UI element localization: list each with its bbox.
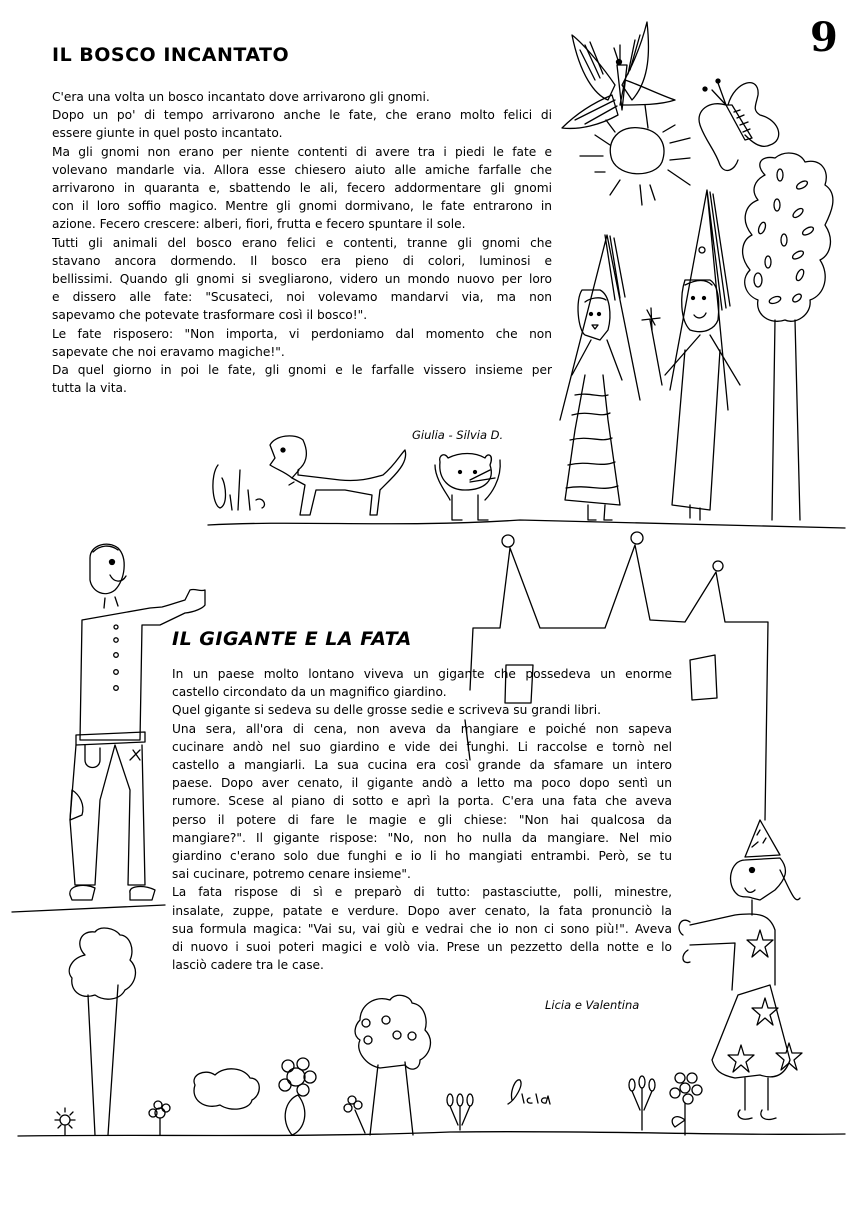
story2-line: insalate, zuppe, patate e verdure. Dopo aver cenato, la fata pronunciò la	[172, 903, 672, 918]
story1-line: e dissero alle fate: "Scusateci, noi volevamo mandarvi via, ma non	[52, 290, 552, 305]
story2-line: Quel gigante si sedeva su delle grosse sedie e scriveva su grandi libri.	[172, 703, 601, 718]
ground-line-bottom	[18, 1132, 845, 1136]
story1-line: C'era una volta un bosco incantato dove arrivarono gli gnomi.	[52, 90, 430, 104]
story2-title: IL GIGANTE E LA FATA	[172, 628, 412, 650]
tree-bottom-left	[69, 928, 135, 1135]
story2-line: castello a mangiarli. La sua cucina era così grande da sfamare un intero	[172, 758, 672, 773]
story1-line: volevano mandarle via. Allora esse chiesero aiuto alle amiche farfalle che	[52, 162, 552, 177]
story1-line: sapevamo che potevate trasformare così il bosco!".	[52, 308, 368, 323]
story1-line: Tutti gli animali del bosco erano felici e contenti, tranne gli gnomi che	[52, 235, 552, 250]
story1-line: essere giunte in quel posto incantato.	[52, 126, 283, 141]
story2-line: rumore. Scese al piano di sotto e aprì la porta. C'era una fata che aveva	[172, 794, 672, 809]
flower-buds-right-drawing	[629, 1076, 655, 1130]
story1-line: sapevate che noi eravamo magiche!".	[52, 344, 285, 359]
ground-line	[208, 520, 845, 528]
story2-line: sai cucinare, potremo cenare insieme".	[172, 867, 411, 882]
page-number: 9	[810, 14, 838, 61]
flower-buds-drawing	[447, 1094, 473, 1130]
story2-line: Una sera, all'ora di cena, non aveva da mangiare e poiché non sapeva	[172, 721, 672, 736]
flower-small-drawing	[149, 1101, 170, 1135]
story2-line: paese. Dopo aver cenato, il gigante andò a letto ma poco dopo sentì un	[172, 776, 672, 791]
flower-cluster-drawing	[344, 1096, 365, 1133]
story2-line: giardino c'erano solo due funghi e io li ho mangiati entrambi. Però, se tu	[172, 849, 672, 864]
cat-drawing	[435, 454, 500, 521]
story2-line: perso il potere di fare le magie e gli chiese: "Non hai qualcosa da	[172, 812, 672, 827]
fairy-left-drawing	[560, 235, 640, 520]
story1-line: azione. Fecero crescere: alberi, fiori, frutta e fecero spuntare il sole.	[52, 217, 466, 232]
story1-line: Le fate risposero: "Non importa, vi perdoniamo dal momento che non	[52, 326, 552, 341]
story2-text	[172, 665, 672, 974]
ground-line-giant	[12, 905, 165, 912]
story1-title: IL BOSCO INCANTATO	[52, 44, 290, 66]
story1-text	[52, 88, 552, 397]
story1-line: arrivarono in quaranta e, sbattendo le ali, fecero addormentare gli gnomi	[52, 181, 552, 196]
story1-line: Dopo un po' di tempo arrivarono anche le fate, che erano molto felici di	[52, 108, 552, 123]
story1-line: stavano ancora dormendo. Il bosco era pieno di colori, luminosi e	[52, 253, 552, 268]
flower-sun-drawing	[55, 1108, 75, 1135]
tree-apple-drawing	[355, 995, 430, 1135]
story2-line: lasciò cadere tra le case.	[172, 958, 324, 973]
story2-line: mangiare?". Il gigante rispose: "No, non ho nulla da mangiare. Nel mio	[172, 830, 672, 845]
dog-drawing	[270, 436, 406, 515]
butterfly-large-icon	[562, 22, 675, 128]
fairy-cook-drawing	[679, 820, 802, 1119]
flower-daisy-drawing	[670, 1073, 702, 1135]
story1-authors: Giulia - Silvia D.	[412, 428, 504, 442]
butterfly-small-icon	[699, 79, 779, 170]
story2-line: La fata rispose di sì e preparò di tutto: pastasciutte, polli, minestre,	[172, 885, 672, 900]
sun-icon	[580, 105, 690, 205]
signature-licia	[508, 1080, 550, 1104]
fairy-right-drawing	[642, 190, 740, 520]
story2-authors: Licia e Valentina	[545, 998, 640, 1012]
story1-line: Da quel giorno in poi le fate, gli gnomi e le farfalle vissero insieme per	[52, 363, 552, 378]
story2-line: cucinare andò nel suo giardino e vide dei funghi. Li raccolse e tornò nel	[172, 739, 672, 754]
story1-line: con il loro soffio magico. Mentre gli gnomi dormivano, le fate entrarono in	[52, 199, 552, 214]
story2-line: In un paese molto lontano viveva un gigante che possedeva un enorme	[172, 667, 672, 681]
tree-icon	[743, 153, 833, 520]
story1-line: tutta la vita.	[52, 381, 127, 396]
story1-line: Ma gli gnomi non erano per niente contenti di avere tra i piedi le fate e	[52, 144, 552, 159]
flower-large-drawing	[279, 1058, 316, 1135]
signature-giulia	[213, 465, 265, 510]
story2-line: castello circondato da un magnifico giardino.	[172, 685, 447, 700]
bush-drawing	[194, 1069, 259, 1109]
story2-line: di nuovo i suoi poteri magici e volò via. Prese un pezzetto della notte e lo	[172, 940, 672, 955]
story1-line: bellissimi. Quando gli gnomi si svegliarono, videro un mondo nuovo per loro	[52, 272, 552, 287]
story2-line: sua formula magica: "Vai su, vai giù e vedrai che io non ci sono più!". Aveva	[172, 921, 672, 936]
